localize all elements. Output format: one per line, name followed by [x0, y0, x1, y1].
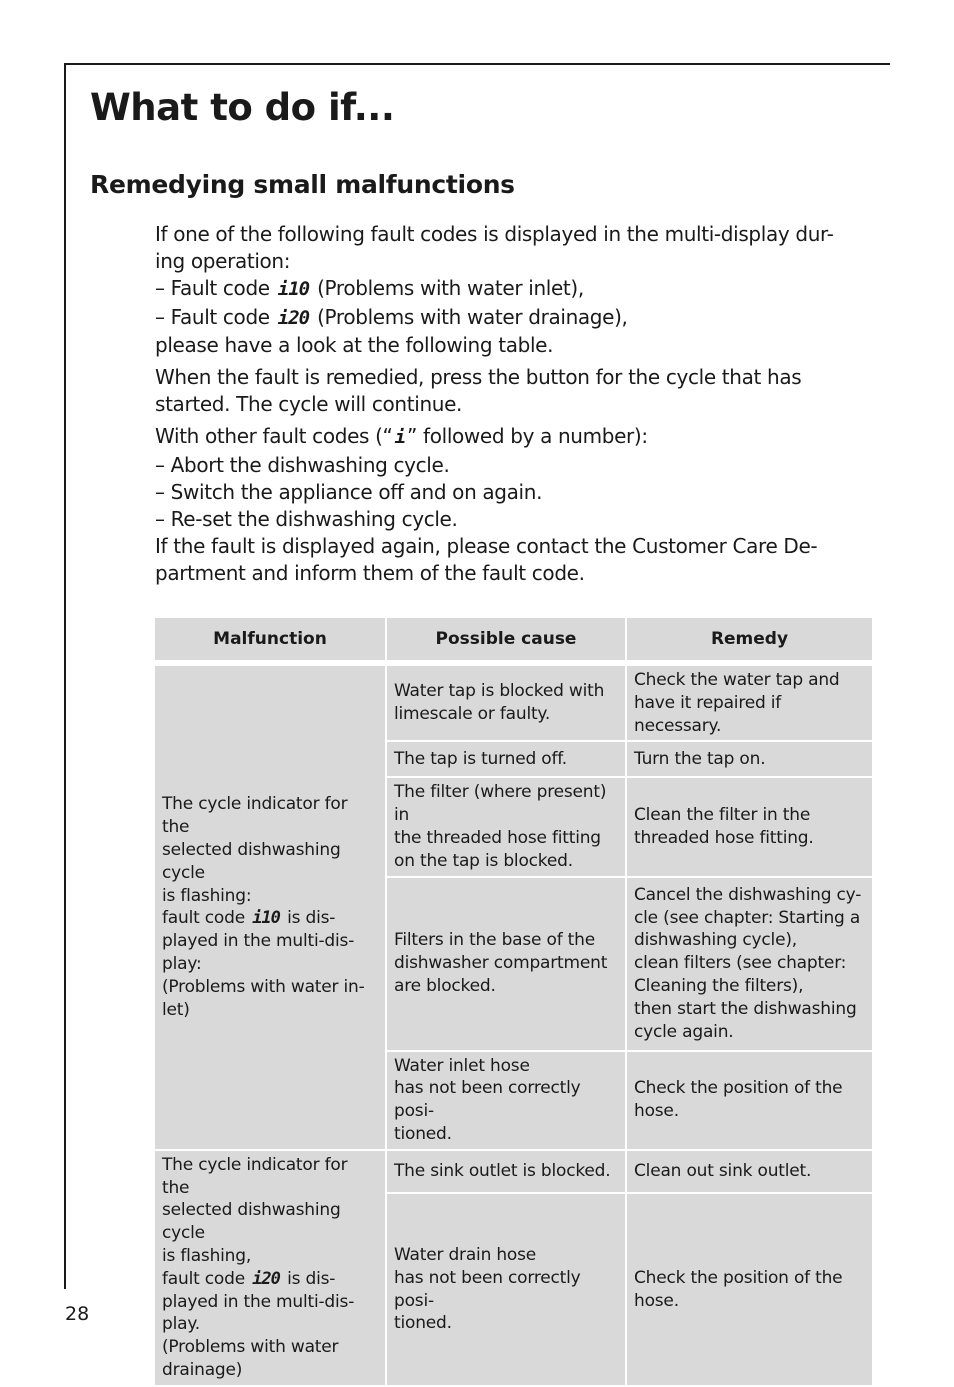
cause-cell [387, 742, 625, 776]
malfunction-table [153, 616, 874, 1387]
cell-line: Water drain hose [394, 1245, 537, 1266]
remedy-cell [627, 742, 872, 776]
cell-line: then start the dishwashing [634, 998, 857, 1019]
intro-line: When the fault is remedied, press the button for the cycle that has [155, 365, 802, 390]
cell-line: tioned. [394, 1123, 452, 1144]
cell-text: fault code [162, 1268, 245, 1289]
cause-cell [387, 1151, 625, 1193]
cell-line: (Problems with water [162, 1337, 339, 1358]
cell-line: Check the position of the [634, 1267, 843, 1288]
cell-text: is dis- [287, 1268, 336, 1289]
cell-line: Clean the filter in the [634, 805, 811, 826]
intro-paragraph-1 [155, 221, 870, 359]
cell-line: The cycle indicator for the [162, 794, 348, 838]
remedy-cell [627, 666, 872, 740]
cause-cell [387, 1194, 625, 1384]
intro-line: If the fault is displayed again, please contact the Customer Care De- [155, 534, 818, 559]
intro-line: ing operation: [155, 249, 291, 274]
cell-line: drainage) [162, 1359, 243, 1380]
cell-line: The cycle indicator for the [162, 1154, 348, 1198]
cell-line: played in the multi-dis- [162, 1291, 355, 1312]
cell-line: clean filters (see chapter: [634, 953, 847, 974]
cell-line [162, 907, 379, 930]
cell-line: Check the position of the [634, 1078, 843, 1099]
intro-paragraph-2 [155, 364, 870, 418]
list-item: – Re-set the dishwashing cycle. [155, 507, 458, 532]
malfunction-cell-inlet [155, 666, 385, 1149]
intro-line: partment and inform them of the fault code. [155, 561, 585, 586]
malfunction-cell-drainage [155, 1151, 385, 1385]
list-item: – Switch the appliance off and on again. [155, 479, 543, 504]
remedy-cell [627, 878, 872, 1050]
cell-line: have it repaired if necessary. [634, 692, 782, 736]
fault-code-i20-display: i20 [252, 1268, 280, 1289]
list-prefix: – Fault code [155, 276, 270, 301]
other-codes-text: With other fault codes (“ [155, 424, 393, 449]
cell-line: threaded hose fitting. [634, 827, 814, 848]
fault-code-i10-display: i10 [252, 908, 280, 929]
remedy-cell [627, 1194, 872, 1384]
remedy-cell [627, 1052, 872, 1149]
cause-cell [387, 778, 625, 875]
cell-line: The filter (where present) in [394, 782, 607, 826]
intro-text [155, 221, 870, 593]
intro-paragraph-3 [155, 423, 870, 587]
cell-line: Water tap is blocked with [394, 681, 605, 702]
cell-line: Cancel the dishwashing cy- [634, 884, 862, 905]
list-text: (Problems with water drainage), [317, 304, 628, 329]
cell-line: The sink outlet is blocked. [394, 1161, 611, 1182]
cell-line: the threaded hose fitting [394, 827, 601, 848]
intro-line: please have a look at the following table. [155, 332, 554, 357]
cause-cell [387, 1052, 625, 1149]
cell-line: hose. [634, 1101, 679, 1122]
cell-line: dishwashing cycle), [634, 930, 797, 951]
cell-line: (Problems with water in- [162, 976, 365, 997]
cell-line: tioned. [394, 1313, 452, 1334]
cell-line: on the tap is blocked. [394, 850, 573, 871]
cause-cell [387, 666, 625, 740]
cell-line: Filters in the base of the [394, 930, 595, 951]
cell-line: has not been correctly posi- [394, 1267, 581, 1311]
intro-line: started. The cycle will continue. [155, 392, 463, 417]
cell-line: Clean out sink outlet. [634, 1161, 812, 1182]
fault-code-i20-item [155, 304, 870, 332]
cell-line: limescale or faulty. [394, 704, 551, 725]
page-title: What to do if... [90, 86, 395, 129]
section-title: Remedying small malfunctions [90, 170, 515, 199]
cell-line: selected dishwashing cycle [162, 839, 341, 883]
cell-line: play: [162, 953, 202, 974]
cell-line [162, 1268, 379, 1291]
table-header-row [155, 618, 872, 660]
table-row [155, 666, 872, 740]
remedy-cell [627, 778, 872, 875]
fault-code-i20-display: i20 [277, 306, 310, 329]
cell-line: Turn the tap on. [634, 748, 766, 769]
intro-line: If one of the following fault codes is displayed in the multi-display dur- [155, 222, 834, 246]
table-row [155, 1151, 872, 1193]
header-remedy: Remedy [627, 618, 872, 660]
fault-code-i10-display: i10 [277, 278, 310, 301]
cause-cell [387, 878, 625, 1050]
cell-line: has not been correctly posi- [394, 1078, 581, 1122]
other-codes-line [155, 423, 870, 451]
cell-line: Check the water tap and [634, 670, 840, 690]
cell-line: played in the multi-dis- [162, 931, 355, 952]
cell-text: is dis- [287, 908, 336, 929]
frame-top-rule [64, 63, 890, 65]
header-possible-cause: Possible cause [387, 618, 625, 660]
cell-line: cycle again. [634, 1021, 734, 1042]
list-text: (Problems with water inlet), [317, 276, 584, 301]
list-prefix: – Fault code [155, 304, 270, 329]
fault-code-i10-item [155, 275, 870, 303]
cell-line: is flashing: [162, 885, 252, 906]
list-item: – Abort the dishwashing cycle. [155, 452, 450, 477]
cell-line: is flashing, [162, 1245, 252, 1266]
cell-line: let) [162, 999, 190, 1020]
cell-line: selected dishwashing cycle [162, 1200, 341, 1244]
frame-left-rule [64, 63, 66, 1289]
other-codes-text: ” followed by a number): [407, 424, 648, 449]
cell-text: fault code [162, 908, 245, 929]
cell-line: hose. [634, 1290, 679, 1311]
header-gap [155, 662, 872, 664]
cell-line: Water inlet hose [394, 1055, 530, 1076]
cell-line: play. [162, 1314, 200, 1335]
cell-line: cle (see chapter: Starting a [634, 907, 861, 928]
header-malfunction: Malfunction [155, 618, 385, 660]
cell-line: Cleaning the filters), [634, 975, 804, 996]
fault-code-i-display: i [394, 426, 406, 449]
cell-line: The tap is turned off. [394, 748, 567, 769]
page-number: 28 [65, 1303, 90, 1325]
cell-line: are blocked. [394, 975, 496, 996]
cell-line: dishwasher compartment [394, 953, 608, 974]
remedy-cell [627, 1151, 872, 1193]
